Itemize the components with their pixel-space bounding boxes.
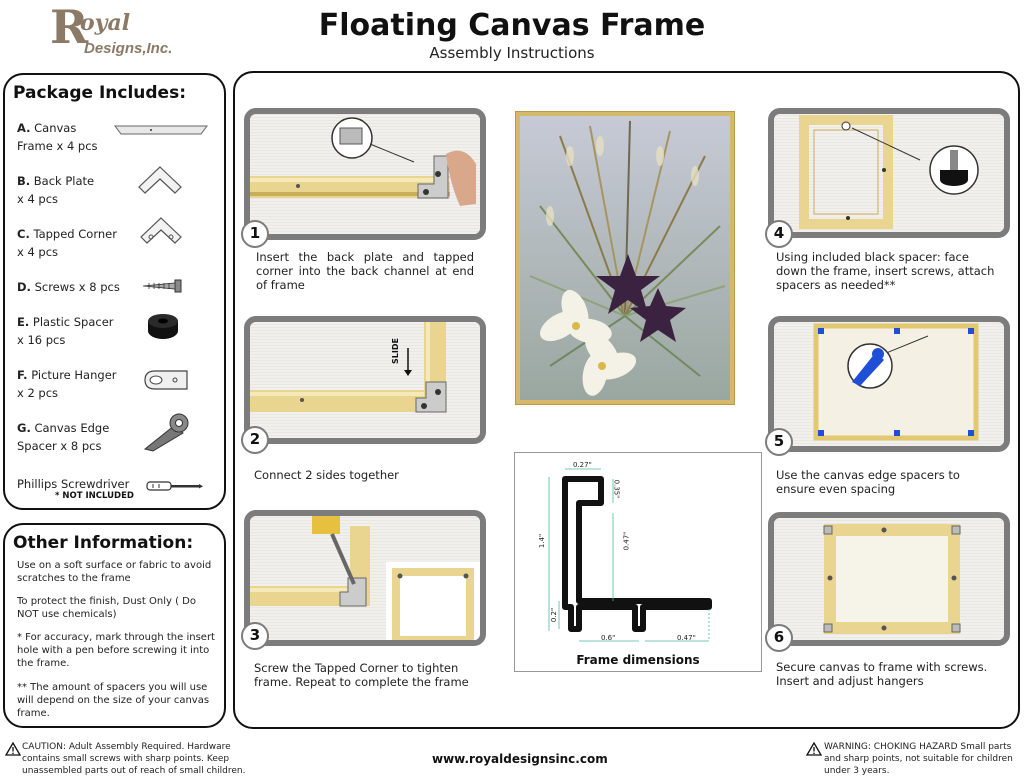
frame-dimensions-diagram	[514, 452, 762, 672]
caution-text: CAUTION: Adult Assembly Required. Hardware contains small screws with sharp points. Keep unassembled parts out of reach of small children.	[22, 742, 246, 776]
website-link[interactable]: www.royaldesignsinc.com	[432, 752, 608, 766]
step-1-text: Insert the back plate and tapped corner into the back channel at end of frame	[256, 250, 474, 292]
info-paragraph: To protect the finish, Dust Only ( Do NOT use chemicals)	[17, 596, 196, 620]
not-included-note: * NOT INCLUDED	[55, 491, 134, 501]
step-4-photo	[768, 108, 1010, 238]
other-information-panel	[3, 523, 226, 728]
package-item-a: A. Canvas Frame x 4 pcs	[17, 121, 98, 153]
package-item-b: B. Back Plate x 4 pcs	[17, 174, 95, 206]
logo-initial: R	[50, 0, 89, 54]
step-2-photo	[244, 316, 486, 444]
step-6-number: 6	[765, 624, 793, 652]
warning-text: WARNING: CHOKING HAZARD Small parts and sharp points, not suitable for children under 3 years.	[824, 742, 1013, 776]
edge-spacer-icon	[141, 411, 191, 453]
other-info-title: Other Information:	[13, 533, 194, 553]
dim-label: 0.27"	[573, 461, 592, 469]
dim-label: 1.4"	[538, 533, 547, 549]
info-paragraph: * For accuracy, mark through the insert hole with a pen before screwing it into the frame.	[17, 632, 215, 669]
step-1-photo	[244, 108, 486, 240]
dim-label: 0.6"	[601, 634, 616, 642]
info-paragraph: Use on a soft surface or fabric to avoid scratches to the frame	[17, 560, 212, 584]
package-item-c: C. Tapped Corner x 4 pcs	[17, 227, 117, 259]
step-1-number: 1	[241, 220, 269, 248]
screwdriver-icon	[145, 479, 205, 493]
step-4-number: 4	[765, 220, 793, 248]
step-3-number: 3	[241, 622, 269, 650]
back-plate-icon	[135, 163, 185, 203]
screwdriver-label: Phillips Screwdriver	[17, 477, 130, 491]
step-2-number: 2	[241, 426, 269, 454]
frame-profile-icon	[113, 123, 209, 137]
step-5-text: Use the canvas edge spacers to ensure even spacing	[776, 468, 960, 496]
page-subtitle: Assembly Instructions	[429, 44, 595, 62]
step-2-text: Connect 2 sides together	[254, 468, 399, 482]
info-paragraph: ** The amount of spacers you will use will depend on the size of your canvas frame.	[17, 682, 210, 719]
picture-hanger-icon	[139, 367, 193, 393]
dim-label: 0.35"	[612, 479, 621, 499]
step-6-text: Secure canvas to frame with screws. Insert and adjust hangers	[776, 660, 988, 688]
tapped-corner-icon	[137, 215, 185, 253]
package-item-d: D. Screws x 8 pcs	[17, 280, 120, 294]
package-includes-panel	[3, 73, 226, 510]
logo-designs-text: Designs,Inc.	[84, 40, 173, 57]
dim-label: 0.47"	[677, 634, 696, 642]
package-item-g: G. Canvas Edge Spacer x 8 pcs	[17, 421, 110, 453]
dim-label: 0.47"	[622, 531, 631, 551]
dim-label: 0.2"	[550, 607, 559, 623]
plastic-spacer-icon	[145, 311, 181, 341]
package-item-f: F. Picture Hanger x 2 pcs	[17, 368, 117, 400]
step-3-text: Screw the Tapped Corner to tighten frame. Repeat to complete the frame	[254, 661, 469, 689]
page-title: Floating Canvas Frame	[318, 8, 706, 43]
warning-icon	[806, 742, 822, 756]
step-3-photo	[244, 510, 486, 646]
step-5-number: 5	[765, 428, 793, 456]
step-4-text: Using included black spacer: face down the frame, insert screws, attach spacers as needed**	[776, 250, 995, 292]
dimensions-caption: Frame dimensions	[576, 653, 700, 667]
step-5-photo	[768, 316, 1010, 452]
package-title: Package Includes:	[13, 83, 186, 103]
caution-icon	[5, 742, 21, 756]
logo-royal-text: oyal	[80, 10, 131, 36]
package-item-e: E. Plastic Spacer x 16 pcs	[17, 315, 114, 347]
framed-canvas-photo	[516, 112, 734, 404]
screw-icon	[139, 278, 187, 294]
slide-label: SLIDE	[391, 338, 400, 364]
step-6-photo	[768, 512, 1010, 646]
